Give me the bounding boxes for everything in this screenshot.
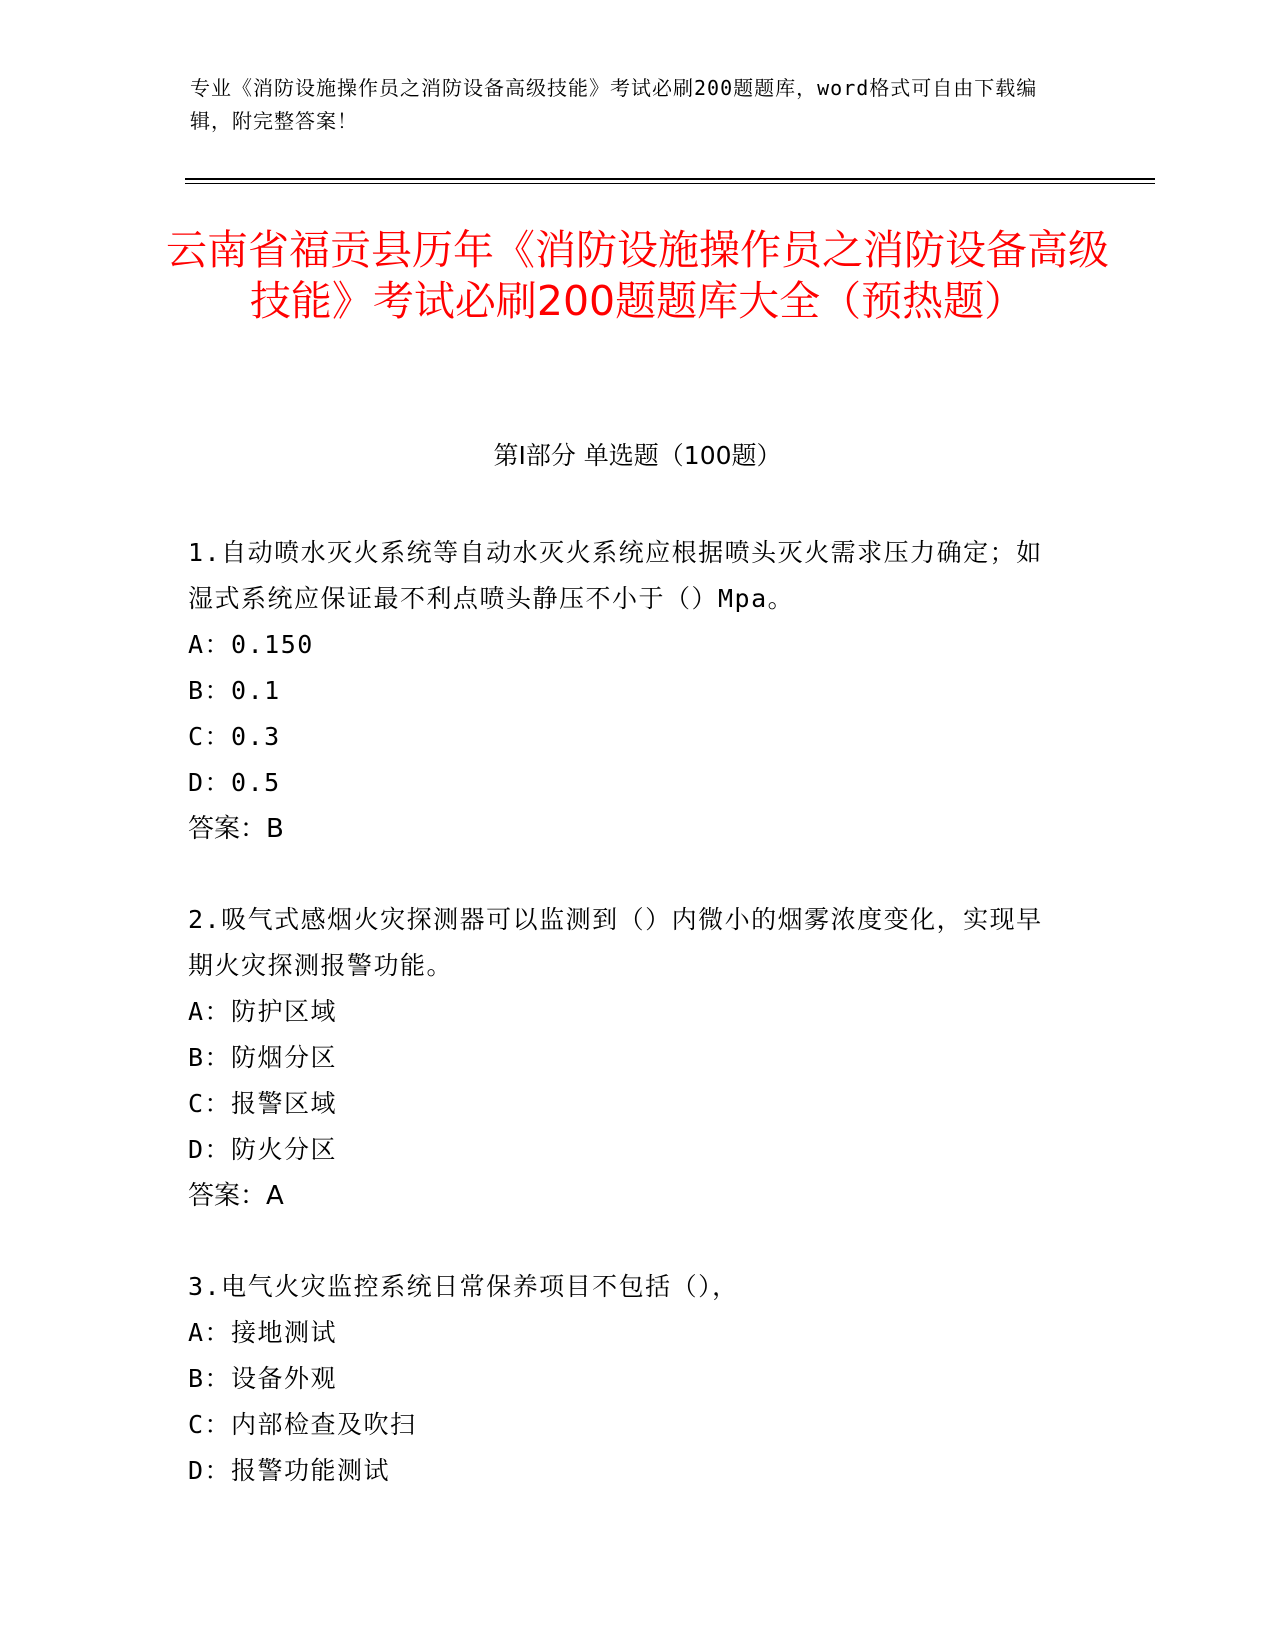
question-2 bbox=[188, 897, 1068, 1219]
question-text: 2.吸气式感烟火灾探测器可以监测到（）内微小的烟雾浓度变化，实现早期火灾探测报警功能。 bbox=[188, 905, 1043, 980]
option-a: A：接地测试 bbox=[188, 1318, 338, 1347]
header-divider-thick bbox=[185, 178, 1155, 180]
option-a: A：0.150 bbox=[188, 630, 314, 659]
answer: 答案：A bbox=[188, 1181, 284, 1211]
question-1 bbox=[188, 530, 1068, 852]
section-heading: 第Ⅰ部分 单选题（100题） bbox=[493, 441, 782, 470]
question-3 bbox=[188, 1264, 1068, 1494]
option-b: B：设备外观 bbox=[188, 1364, 338, 1393]
option-c: C：0.3 bbox=[188, 722, 281, 751]
question-text: 3.电气火灾监控系统日常保养项目不包括（）， bbox=[188, 1272, 739, 1301]
option-a: A：防护区域 bbox=[188, 997, 338, 1026]
option-d: D：0.5 bbox=[188, 768, 281, 797]
header-divider-thin bbox=[185, 183, 1155, 184]
option-c: C：内部检查及吹扫 bbox=[188, 1410, 417, 1439]
answer: 答案：B bbox=[188, 814, 284, 844]
option-d: D：报警功能测试 bbox=[188, 1456, 391, 1485]
option-d: D：防火分区 bbox=[188, 1135, 338, 1164]
question-list bbox=[188, 530, 1068, 1539]
option-b: B：0.1 bbox=[188, 676, 281, 705]
document-title: 云南省福贡县历年《消防设施操作员之消防设备高级技能》考试必刷200题题库大全（预热题） bbox=[166, 226, 1109, 325]
header-note: 专业《消防设施操作员之消防设备高级技能》考试必刷200题题库，word格式可自由下载编辑，附完整答案！ bbox=[190, 76, 1038, 133]
option-c: C：报警区域 bbox=[188, 1089, 338, 1118]
question-text: 1.自动喷水灭火系统等自动水灭火系统应根据喷头灭火需求压力确定；如湿式系统应保证最不利点喷头静压不小于（）Mpa。 bbox=[188, 538, 1043, 613]
option-b: B：防烟分区 bbox=[188, 1043, 338, 1072]
